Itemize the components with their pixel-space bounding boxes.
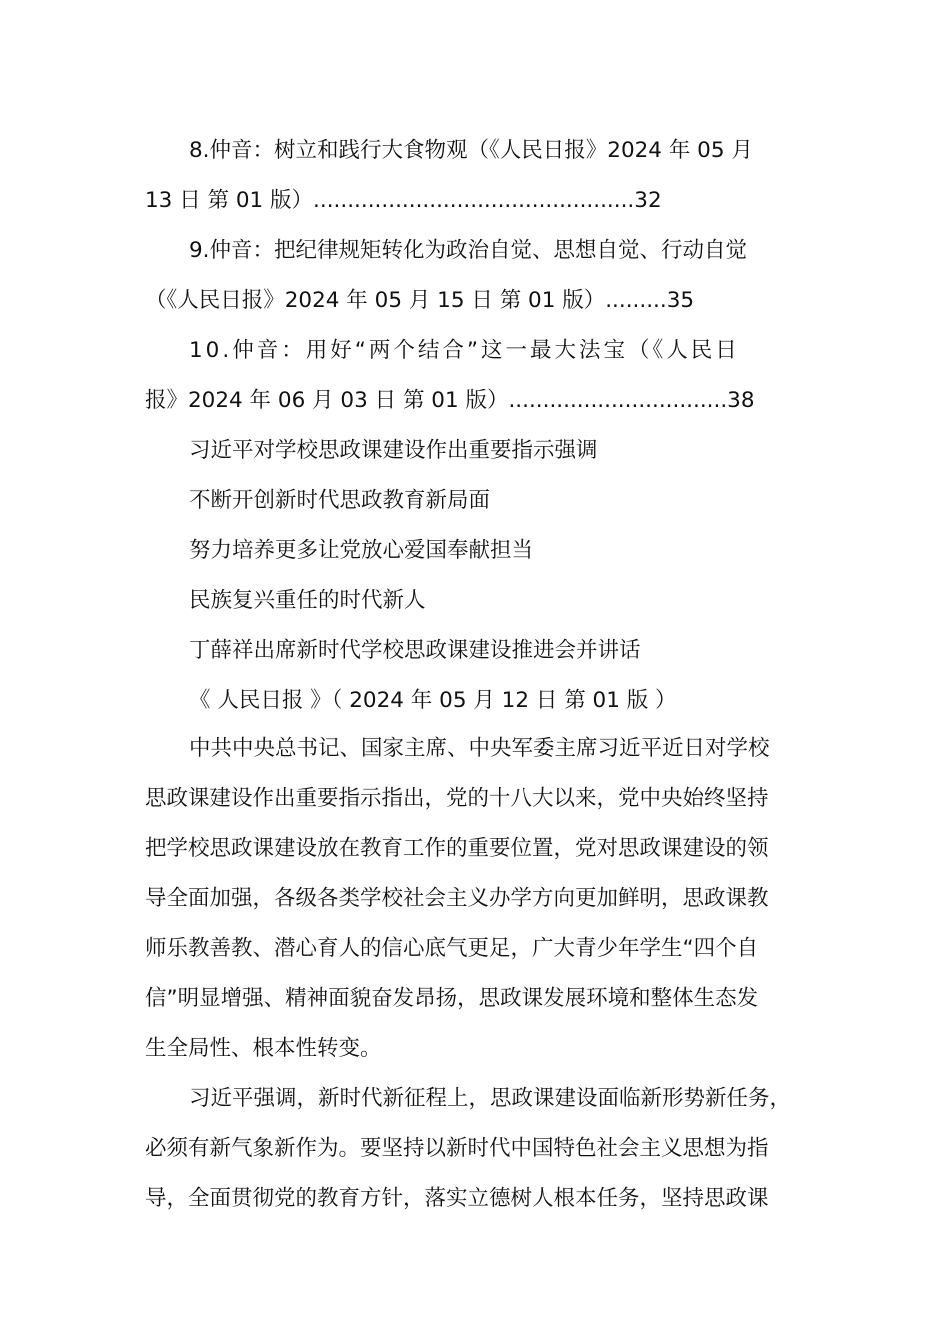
headline-3: 努力培养更多让党放心爱国奉献担当	[189, 538, 534, 563]
toc-entry-8-line1: 8.仲音：树立和践行大食物观（《人民日报》2024 年 05 月	[189, 138, 753, 163]
paragraph-2-line-1: 习近平强调，新时代新征程上，思政课建设面临新形势新任务，	[189, 1086, 792, 1111]
toc-entry-10-line2: 报》2024 年 06 月 03 日 第 01 版）................................38	[145, 388, 755, 413]
toc-entry-10-line1: 10.仲音：用好“两个结合”这一最大法宝（《人民日	[189, 338, 740, 363]
paragraph-1-line-4: 导全面加强，各级各类学校社会主义办学方向更加鲜明，思政课教	[145, 886, 769, 911]
headline-4: 民族复兴重任的时代新人	[189, 588, 426, 613]
toc-entry-9-line1: 9.仲音：把纪律规矩转化为政治自觉、思想自觉、行动自觉	[189, 238, 748, 263]
headline-2: 不断开创新时代思政教育新局面	[189, 488, 491, 513]
paragraph-1-line-1: 中共中央总书记、国家主席、中央军委主席习近平近日对学校	[189, 736, 770, 761]
paragraph-1-line-5: 师乐教善教、潜心育人的信心底气更足，广大青少年学生“四个自	[145, 936, 759, 961]
paragraph-1-line-6: 信”明显增强、精神面貌奋发昂扬，思政课发展环境和整体生态发	[145, 986, 759, 1011]
toc-entry-8-line2: 13 日 第 01 版）...............................................32	[145, 188, 662, 213]
source-line: 《 人民日报 》（ 2024 年 05 月 12 日 第 01 版 ）	[189, 688, 677, 713]
toc-entry-9-line2: （《人民日报》2024 年 05 月 15 日 第 01 版）.........35	[145, 288, 695, 313]
headline-1: 习近平对学校思政课建设作出重要指示强调	[189, 438, 598, 463]
headline-5: 丁薛祥出席新时代学校思政课建设推进会并讲话	[189, 638, 641, 663]
paragraph-1-line-2: 思政课建设作出重要指示指出，党的十八大以来，党中央始终坚持	[145, 786, 769, 811]
paragraph-1-line-7: 生全局性、根本性转变。	[145, 1036, 382, 1061]
paragraph-2-line-2: 必须有新气象新作为。要坚持以新时代中国特色社会主义思想为指	[145, 1136, 769, 1161]
paragraph-1-line-3: 把学校思政课建设放在教育工作的重要位置，党对思政课建设的领	[145, 836, 769, 861]
paragraph-2-line-3: 导，全面贯彻党的教育方针，落实立德树人根本任务，坚持思政课	[145, 1186, 769, 1211]
